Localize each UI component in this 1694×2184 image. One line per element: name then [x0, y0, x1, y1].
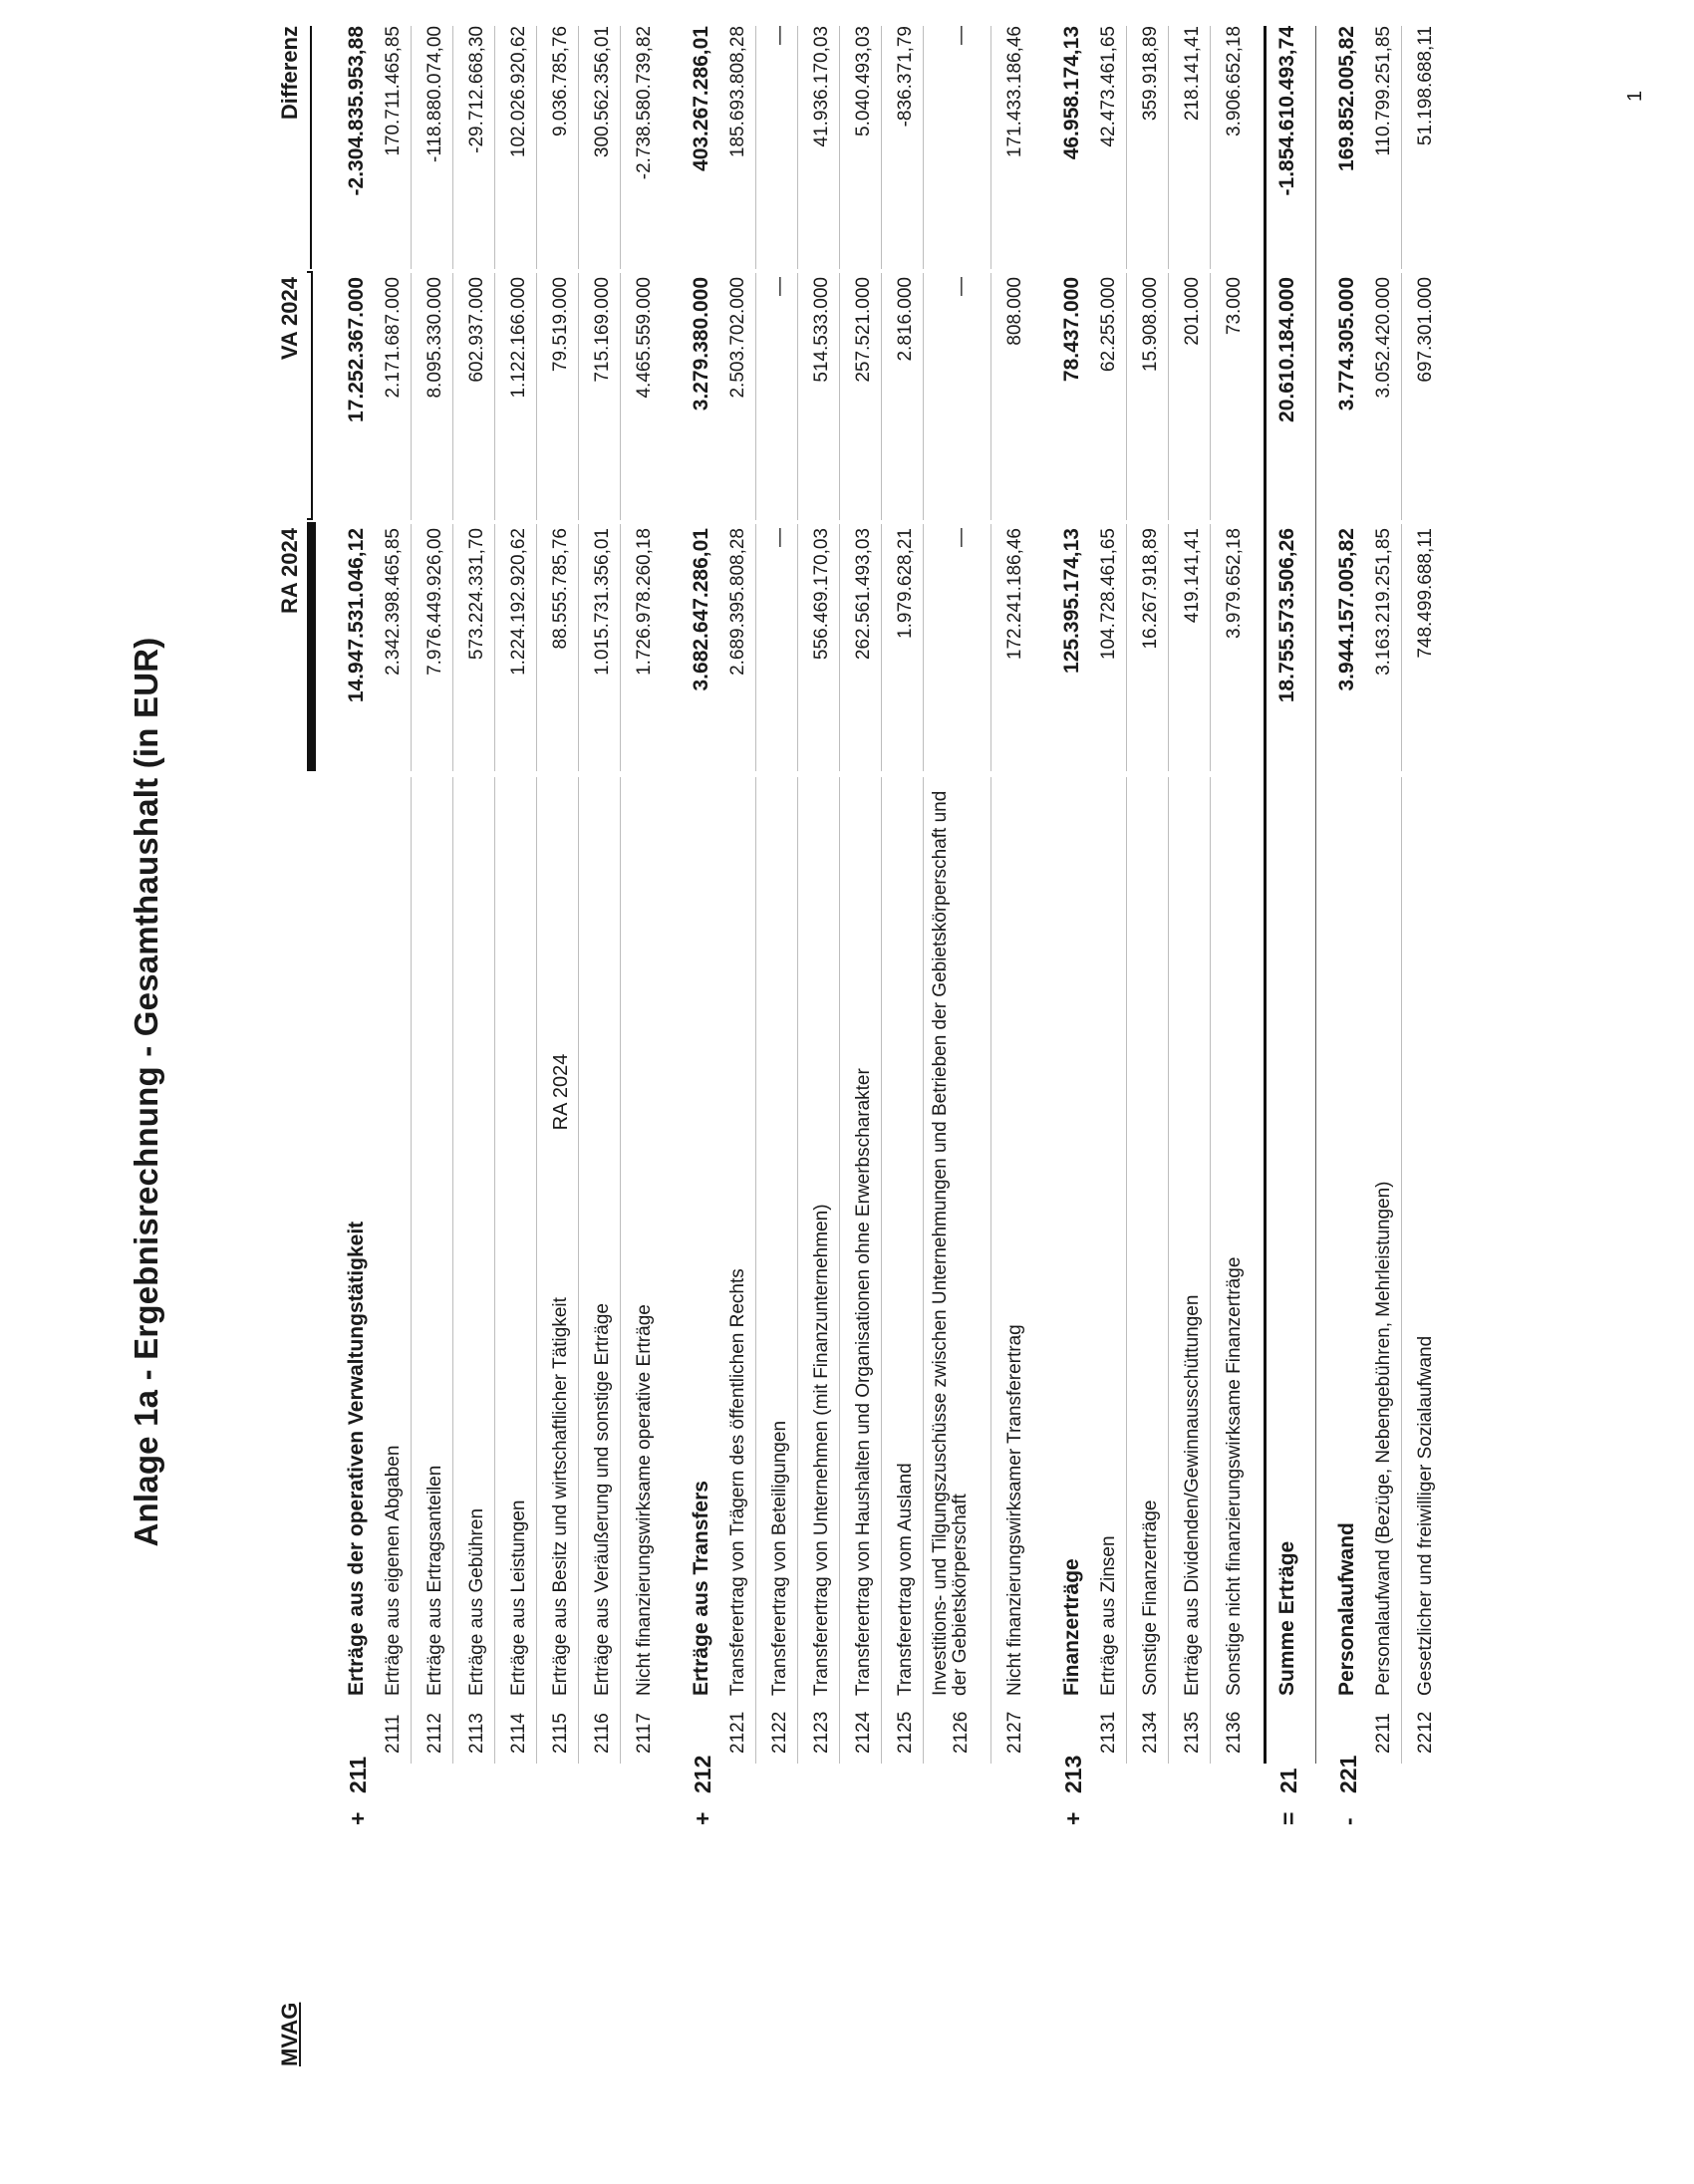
column-header-diff: Differenz — [277, 26, 302, 121]
row-code: 2115 — [550, 1713, 571, 1754]
row-separator — [411, 273, 412, 520]
row-va-value: 257.521.000 — [853, 277, 874, 383]
row-label: Nicht finanzierungswirksame operative Erträge — [634, 1304, 655, 1696]
row-separator — [536, 273, 537, 520]
table-row — [1403, 0, 1445, 2184]
row-va-value: 3.052.420.000 — [1373, 277, 1394, 399]
table-row — [1212, 0, 1254, 2184]
row-separator — [1168, 273, 1169, 520]
row-separator — [881, 273, 882, 520]
row-diff-value: 110.799.251,85 — [1373, 26, 1394, 156]
total-sign: = — [1275, 1811, 1301, 1825]
row-va-value: 201.000 — [1182, 277, 1203, 346]
row-separator — [839, 273, 840, 520]
row-label: Erträge aus Leistungen — [508, 1500, 529, 1696]
group-sign: + — [690, 1811, 715, 1825]
row-ra-value: 748.499.688,11 — [1415, 528, 1436, 659]
row-va-value: 73.000 — [1224, 277, 1245, 336]
row-label: Erträge aus Veräußerung und sonstige Erträge — [592, 1303, 613, 1696]
row-va-value: 715.169.000 — [592, 277, 613, 383]
row-separator — [452, 777, 453, 1764]
row-separator — [797, 273, 798, 520]
row-separator — [923, 524, 924, 771]
row-separator — [578, 777, 579, 1764]
row-separator — [536, 26, 537, 269]
row-separator — [452, 273, 453, 520]
row-separator — [1126, 26, 1127, 269]
row-va-value: — — [769, 277, 790, 296]
row-ra-value: 88.555.785,76 — [550, 528, 571, 650]
row-diff-value: 42.473.461,65 — [1098, 26, 1119, 147]
row-code: 2117 — [634, 1713, 655, 1754]
group-diff-value: 403.267.286,01 — [690, 26, 712, 171]
row-va-value: 4.465.559.000 — [634, 277, 655, 399]
row-diff-value: 51.198.688,11 — [1415, 26, 1436, 146]
row-separator — [923, 273, 924, 520]
group-label: Personalaufwand — [1335, 1522, 1358, 1696]
row-code: 2212 — [1415, 1711, 1436, 1754]
row-separator — [881, 524, 882, 771]
va-column-marker — [307, 271, 313, 520]
row-separator — [1168, 777, 1169, 1764]
table-row — [757, 0, 799, 2184]
row-separator — [990, 26, 991, 269]
group-sign: + — [345, 1811, 371, 1825]
row-diff-value: — — [951, 26, 972, 45]
row-diff-value: -29.712.668,30 — [466, 26, 487, 153]
row-ra-value: 2.689.395.808,28 — [727, 528, 748, 676]
row-separator — [494, 26, 495, 269]
document-title: Anlage 1a - Ergebnisrechnung - Gesamthaushalt (in EUR) — [128, 637, 164, 1547]
row-diff-value: 171.433.186,46 — [1004, 26, 1025, 158]
row-label: Erträge aus Besitz und wirtschaftlicher Tätigkeit — [550, 1297, 571, 1696]
total-va-value: 20.610.184.000 — [1275, 277, 1298, 422]
row-diff-value: -2.738.580.739,82 — [634, 26, 655, 180]
row-separator — [1210, 273, 1211, 520]
group-diff-value: 169.852.005,82 — [1335, 26, 1358, 171]
row-va-value: 15.908.000 — [1140, 277, 1161, 373]
row-ra-value: — — [769, 528, 790, 547]
row-separator — [1401, 777, 1402, 1764]
row-separator — [452, 26, 453, 269]
row-va-value: 808.000 — [1004, 277, 1025, 346]
row-diff-value: 41.936.170,03 — [811, 26, 832, 147]
group-label: Finanzerträge — [1060, 1558, 1083, 1696]
table-row — [413, 0, 454, 2184]
table-row — [1361, 0, 1403, 2184]
row-label: Sonstige Finanzerträge — [1140, 1500, 1161, 1696]
row-diff-value: 185.693.808,28 — [727, 26, 748, 158]
row-code: 2122 — [769, 1711, 790, 1754]
table-row — [799, 0, 841, 2184]
table-row — [1128, 0, 1170, 2184]
row-va-value: 1.122.166.000 — [508, 277, 529, 399]
row-va-value: 2.503.702.000 — [727, 277, 748, 399]
row-ra-value: 1.224.192.920,62 — [508, 528, 529, 676]
row-ra-value: 2.342.398.465,85 — [383, 528, 404, 676]
row-separator — [411, 777, 412, 1764]
row-separator — [494, 273, 495, 520]
row-ra-value: 104.728.461,65 — [1098, 528, 1119, 661]
group-ra-value: 3.682.647.286,01 — [690, 528, 712, 691]
row-va-value: 697.301.000 — [1415, 277, 1436, 383]
row-separator — [755, 273, 756, 520]
row-code: 2114 — [508, 1713, 529, 1754]
row-code: 2121 — [727, 1711, 748, 1754]
group-sign: + — [1060, 1811, 1086, 1825]
row-code: 2131 — [1098, 1711, 1119, 1754]
row-separator — [1126, 273, 1127, 520]
total-label: Summe Erträge — [1275, 1540, 1298, 1696]
row-code: 2113 — [466, 1713, 487, 1754]
ra-column-marker — [307, 522, 316, 771]
row-separator — [1210, 524, 1211, 771]
row-va-value: 2.816.000 — [895, 277, 916, 362]
group-label: Erträge aus Transfers — [690, 1481, 712, 1696]
row-label: Erträge aus eigenen Abgaben — [383, 1445, 404, 1696]
row-ra-value: 7.976.449.926,00 — [424, 528, 445, 676]
row-va-value: 514.533.000 — [811, 277, 832, 383]
group-va-value: 3.279.380.000 — [690, 277, 712, 411]
table-row — [925, 0, 992, 2184]
row-separator — [797, 777, 798, 1764]
row-diff-value: -118.880.074,00 — [424, 26, 445, 162]
row-label: Transferertrag von Trägern des öffentlichen Rechts — [727, 1268, 748, 1696]
row-label: Transferertrag von Unternehmen (mit Finanzunternehmen) — [811, 1204, 832, 1696]
row-code: 2127 — [1004, 1711, 1025, 1754]
group-code: 221 — [1335, 1755, 1361, 1793]
row-separator — [755, 26, 756, 269]
total-row — [1266, 0, 1313, 2184]
row-separator — [494, 777, 495, 1764]
table-row — [371, 0, 413, 2184]
row-diff-value: 359.918,89 — [1140, 26, 1161, 122]
row-separator — [578, 524, 579, 771]
row-separator — [1168, 524, 1169, 771]
row-separator — [536, 524, 537, 771]
total-code: 21 — [1275, 1768, 1301, 1793]
row-va-value: — — [951, 277, 972, 296]
group-code: 211 — [345, 1756, 371, 1793]
row-separator — [620, 26, 621, 269]
row-label: Transferertrag von Haushalten und Organisationen ohne Erwerbscharakter — [853, 1068, 874, 1696]
row-separator — [755, 524, 756, 771]
row-separator — [536, 777, 537, 1764]
row-label: Gesetzlicher und freiwilliger Sozialaufwand — [1415, 1335, 1436, 1696]
table-row — [580, 0, 622, 2184]
row-diff-value: 218.141,41 — [1182, 26, 1203, 122]
row-separator — [1210, 777, 1211, 1764]
row-diff-value: 3.906.652,18 — [1224, 26, 1245, 136]
row-separator — [1126, 524, 1127, 771]
row-label: Erträge aus Zinsen — [1098, 1535, 1119, 1696]
row-diff-value: 300.562.356,01 — [592, 26, 613, 158]
row-label: Transferertrag vom Ausland — [895, 1463, 916, 1696]
row-separator — [1126, 777, 1127, 1764]
row-label: Erträge aus Dividenden/Gewinnausschüttungen — [1182, 1294, 1203, 1696]
row-va-value: 8.095.330.000 — [424, 277, 445, 399]
row-ra-value: 556.469.170,03 — [811, 528, 832, 661]
row-separator — [923, 26, 924, 269]
group-diff-value: 46.958.174,13 — [1060, 26, 1083, 160]
row-code: 2124 — [853, 1711, 874, 1754]
group-va-value: 17.252.367.000 — [345, 277, 368, 422]
column-header-va: VA 2024 — [277, 277, 302, 361]
row-code: 2211 — [1373, 1713, 1394, 1754]
group-ra-value: 14.947.531.046,12 — [345, 528, 368, 703]
group-code: 213 — [1060, 1755, 1086, 1793]
row-separator — [839, 777, 840, 1764]
row-separator — [881, 26, 882, 269]
row-ra-value: 573.224.331,70 — [466, 528, 487, 661]
table-row — [1086, 0, 1128, 2184]
row-separator — [620, 273, 621, 520]
row-separator — [990, 524, 991, 771]
row-ra-value: 16.267.918,89 — [1140, 528, 1161, 650]
row-diff-value: — — [769, 26, 790, 45]
row-ra-value: 3.163.219.251,85 — [1373, 528, 1394, 676]
column-header-mvag: MVAG — [277, 2002, 302, 2066]
table-row — [496, 0, 538, 2184]
row-separator — [881, 777, 882, 1764]
page-footer: RA 2024 — [550, 1053, 572, 1131]
row-diff-value: -836.371,79 — [895, 26, 916, 128]
group-ra-value: 3.944.157.005,82 — [1335, 528, 1358, 691]
table-row — [841, 0, 883, 2184]
row-separator — [1401, 524, 1402, 771]
group-label: Erträge aus der operativen Verwaltungstätigkeit — [345, 1221, 368, 1696]
row-diff-value: 5.040.493,03 — [853, 26, 874, 136]
row-ra-value: — — [951, 528, 972, 547]
row-code: 2111 — [383, 1714, 404, 1754]
total-ra-value: 18.755.573.506,26 — [1275, 528, 1298, 703]
row-label: Nicht finanzierungswirksamer Transferertrag — [1004, 1324, 1025, 1696]
row-ra-value: 1.726.978.260,18 — [634, 528, 655, 676]
row-code: 2125 — [895, 1711, 916, 1754]
row-separator — [578, 273, 579, 520]
table-row — [622, 0, 664, 2184]
row-separator — [990, 777, 991, 1764]
row-separator — [620, 524, 621, 771]
row-separator — [620, 777, 621, 1764]
row-diff-value: 102.026.920,62 — [508, 26, 529, 158]
row-separator — [1401, 26, 1402, 269]
row-va-value: 2.171.687.000 — [383, 277, 404, 399]
table-row — [454, 0, 496, 2184]
row-separator — [494, 524, 495, 771]
group-va-value: 78.437.000 — [1060, 277, 1083, 383]
row-ra-value: 1.979.628,21 — [895, 528, 916, 639]
row-diff-value: 9.036.785,76 — [550, 26, 571, 136]
group-diff-value: -2.304.835.953,88 — [345, 26, 368, 196]
row-ra-value: 419.141,41 — [1182, 528, 1203, 624]
table-row — [992, 0, 1034, 2184]
row-label: Transferertrag von Beteiligungen — [769, 1420, 790, 1696]
row-code: 2123 — [811, 1711, 832, 1754]
page-number: 1 — [1624, 90, 1646, 102]
total-bottom-rule — [1315, 26, 1316, 1764]
table-row — [1170, 0, 1212, 2184]
row-va-value: 79.519.000 — [550, 277, 571, 373]
table-row — [883, 0, 925, 2184]
row-label: Erträge aus Ertragsanteilen — [424, 1465, 445, 1696]
row-separator — [797, 26, 798, 269]
row-label: Erträge aus Gebühren — [466, 1507, 487, 1696]
row-va-value: 602.937.000 — [466, 277, 487, 383]
row-separator — [578, 26, 579, 269]
row-separator — [1210, 26, 1211, 269]
row-separator — [923, 777, 924, 1764]
row-code: 2126 — [951, 1711, 972, 1754]
row-separator — [839, 524, 840, 771]
table-row — [715, 0, 757, 2184]
row-label: Sonstige nicht finanzierungswirksame Finanzerträge — [1224, 1256, 1245, 1696]
row-ra-value: 262.561.493,03 — [853, 528, 874, 661]
row-label: Investitions- und Tilgungszuschüsse zwischen Unternehmungen und Betrieben der Gebietskörperschaft und der Gebietskörperschaft — [930, 790, 971, 1696]
total-diff-value: -1.854.610.493,74 — [1275, 26, 1298, 196]
row-code: 2134 — [1140, 1711, 1161, 1754]
row-diff-value: 170.711.465,85 — [383, 26, 404, 156]
row-va-value: 62.255.000 — [1098, 277, 1119, 373]
row-separator — [1168, 26, 1169, 269]
diff-column-marker — [310, 26, 312, 269]
row-separator — [411, 524, 412, 771]
group-ra-value: 125.395.174,13 — [1060, 528, 1083, 674]
row-separator — [411, 26, 412, 269]
row-ra-value: 1.015.731.356,01 — [592, 528, 613, 676]
row-separator — [755, 777, 756, 1764]
row-separator — [452, 524, 453, 771]
row-separator — [839, 26, 840, 269]
row-code: 2136 — [1224, 1711, 1245, 1754]
row-separator — [797, 524, 798, 771]
row-separator — [990, 273, 991, 520]
column-header-ra: RA 2024 — [277, 528, 302, 615]
row-code: 2112 — [424, 1713, 445, 1754]
row-ra-value: 3.979.652,18 — [1224, 528, 1245, 639]
row-label: Personalaufwand (Bezüge, Nebengebühren, Mehrleistungen) — [1373, 1181, 1394, 1696]
row-code: 2135 — [1182, 1711, 1203, 1754]
group-sign: - — [1335, 1817, 1361, 1825]
row-separator — [1401, 273, 1402, 520]
row-ra-value: 172.241.186,46 — [1004, 528, 1025, 661]
group-code: 212 — [690, 1755, 715, 1793]
group-va-value: 3.774.305.000 — [1335, 277, 1358, 411]
row-code: 2116 — [592, 1713, 613, 1754]
